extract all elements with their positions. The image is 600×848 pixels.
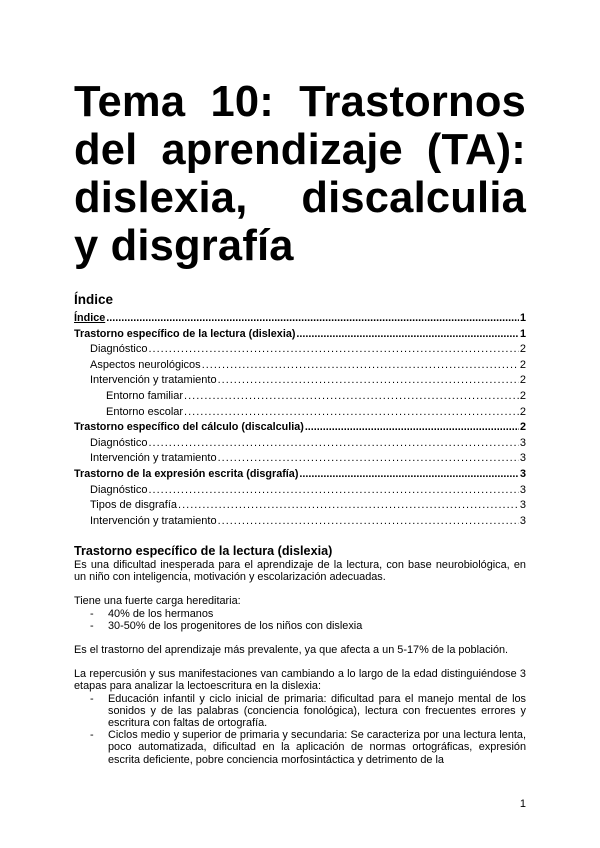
toc-entry-page: 2 [519,374,526,387]
toc-entry-label: Diagnóstico [90,343,148,356]
title-line [74,174,526,222]
title-word: discalculia [301,174,526,222]
stages-list [74,693,526,766]
section-heading: Trastorno específico de la lectura (dislexia) [74,544,333,558]
bullet-marker: - [90,619,94,632]
bullet-marker: - [90,607,94,620]
toc-entry-page: 2 [519,421,526,434]
section-body [74,544,526,778]
toc-leader-dots [202,358,519,374]
toc-entry-label: Tipos de disgrafía [90,499,178,512]
page-number: 1 [519,798,526,810]
toc-entry[interactable] [74,311,526,327]
toc-entry[interactable] [74,373,526,389]
toc-entry-page: 3 [519,452,526,465]
toc-entry-label: Trastorno específico del cálculo (discalculia) [74,421,304,434]
hereditary-list [74,608,526,632]
toc-entry-page: 3 [519,514,526,527]
table-of-contents [74,311,526,529]
toc-entry[interactable] [74,436,526,452]
bullet-marker: - [90,692,94,705]
toc-entry-label: Entorno familiar [106,389,184,402]
toc-leader-dots [148,342,518,358]
toc-entry-page: 3 [519,467,526,480]
toc-entry-page: 2 [519,358,526,371]
toc-leader-dots [218,451,519,467]
toc-entry-page: 3 [519,483,526,496]
intro-paragraph: Es una dificultad inesperada para el aprendizaje de la lectura, con base neurobiológica, en un niño con inteligencia, motivación y escolarización adecuadas. [74,559,526,584]
document-title [74,78,526,270]
list-item: - Educación infantil y ciclo inicial de primaria: dificultad para el manejo mental de los sonidos y de las palabras (conciencia fonológica), lectura con frecuentes errores y escritura con faltas de ortografía. [90,692,526,730]
title-word: del [74,126,138,174]
prevalence-paragraph: Es el trastorno del aprendizaje más prevalente, ya que afecta a un 5-17% de la población. [74,644,509,657]
toc-leader-dots [178,498,519,514]
toc-entry-label: Diagnóstico [90,483,148,496]
toc-leader-dots [296,327,519,343]
toc-entry[interactable] [74,389,526,405]
title-word: Trastornos [299,78,526,126]
toc-entry[interactable] [74,405,526,421]
toc-entry-label: Diagnóstico [90,436,148,449]
toc-entry[interactable] [74,514,526,530]
toc-entry-page: 2 [519,405,526,418]
toc-entry-page: 1 [519,312,526,324]
list-item: - 40% de los hermanos [90,607,214,620]
toc-leader-dots [218,514,519,530]
toc-entry-page: 3 [519,436,526,449]
title-word: 10: [210,78,274,126]
toc-entry-label: Trastorno específico de la lectura (dislexia) [74,327,296,340]
list-item: - 30-50% de los progenitores de los niños con dislexia [90,619,363,632]
toc-entry-label: Intervención y tratamiento [90,452,217,465]
toc-entry-label: Índice [74,312,106,324]
toc-entry-label: Entorno escolar [106,405,184,418]
hereditary-label: Tiene una fuerte carga hereditaria: [74,595,241,608]
toc-leader-dots [218,373,519,389]
toc-entry-page: 2 [519,389,526,402]
toc-entry-label: Aspectos neurológicos [90,358,201,371]
toc-entry-label: Intervención y tratamiento [90,374,217,387]
toc-entry[interactable] [74,420,526,436]
toc-entry[interactable] [74,342,526,358]
toc-entry[interactable] [74,451,526,467]
toc-leader-dots [106,311,519,327]
toc-entry-label: Trastorno de la expresión escrita (disgrafía) [74,467,299,480]
list-item: - Ciclos medio y superior de primaria y secundaria: Se caracteriza por una lectura lenta, poco automatizada, dificultad en la aplicación de normas ortográficas, expresión escrita deficiente, pobre conciencia morfosintáctica y detrimento de la [90,729,526,766]
toc-entry[interactable] [74,483,526,499]
toc-entry-page: 1 [519,327,526,340]
title-line [74,126,526,174]
bullet-marker: - [90,729,94,742]
title-line [74,78,526,126]
stages-intro: La repercusión y sus manifestaciones van cambiando a lo largo de la edad distinguiéndose 3 etapas para analizar la lectoescritura en la dislexia: [74,668,526,693]
title-word: disgrafía [110,222,294,270]
title-word: aprendizaje [161,126,403,174]
toc-leader-dots [299,467,519,483]
title-word: y [74,222,99,270]
toc-entry-page: 2 [519,343,526,356]
toc-entry-page: 3 [519,499,526,512]
toc-entry[interactable] [74,358,526,374]
title-word: (TA): [426,126,526,174]
toc-leader-dots [184,405,519,421]
toc-leader-dots [148,483,518,499]
toc-entry[interactable] [74,498,526,514]
toc-entry-label: Intervención y tratamiento [90,514,217,527]
title-line [74,222,526,270]
toc-entry[interactable] [74,467,526,483]
toc-leader-dots [305,420,519,436]
toc-leader-dots [184,389,519,405]
title-word: dislexia, [74,174,248,222]
toc-leader-dots [148,436,518,452]
title-word: Tema [74,78,186,126]
toc-entry[interactable] [74,327,526,343]
toc-heading: Índice [74,292,114,307]
